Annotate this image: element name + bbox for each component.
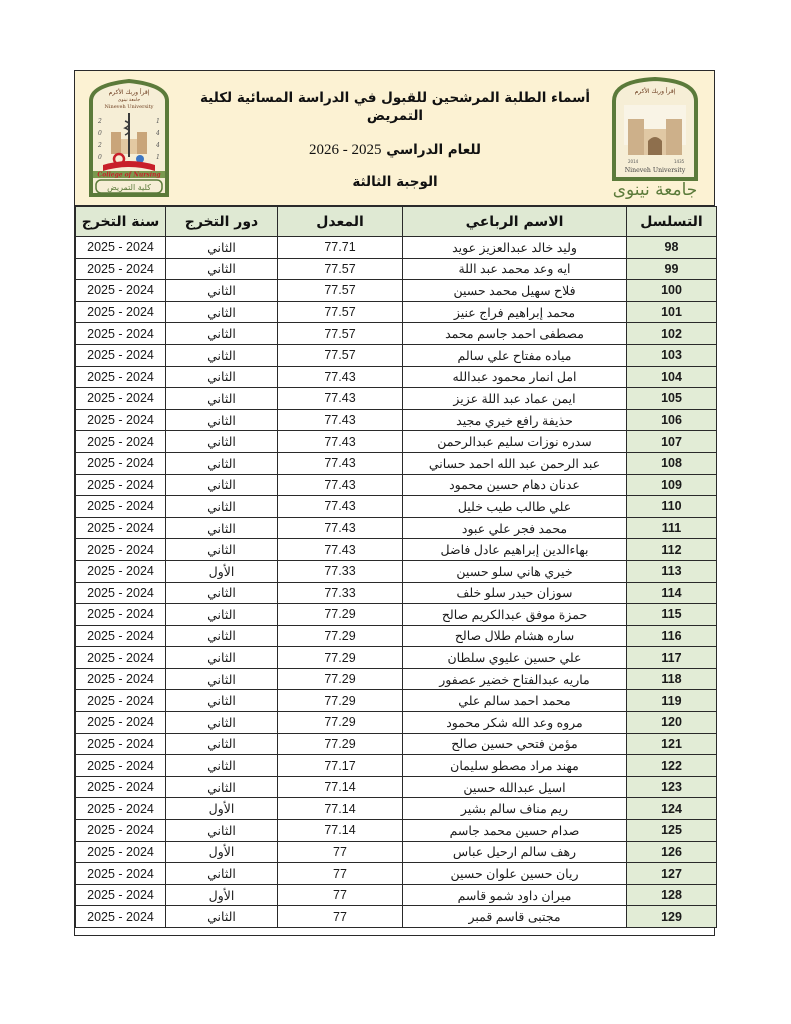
cell-name: صدام حسين محمد جاسم bbox=[403, 820, 627, 842]
candidates-table bbox=[75, 206, 717, 928]
table-row bbox=[76, 604, 717, 626]
table-row bbox=[76, 755, 717, 777]
cell-serial: 112 bbox=[627, 539, 717, 561]
cell-serial: 101 bbox=[627, 301, 717, 323]
header-banner bbox=[75, 71, 714, 206]
cell-name: امل انمار محمود عبدالله bbox=[403, 366, 627, 388]
table-row bbox=[76, 323, 717, 345]
cell-year: 2025 - 2024 bbox=[76, 884, 166, 906]
cell-name: حذيفة رافع خيري مجيد bbox=[403, 409, 627, 431]
table-row bbox=[76, 344, 717, 366]
cell-gpa: 77.43 bbox=[278, 388, 403, 410]
cell-round: الثاني bbox=[166, 258, 278, 280]
cell-serial: 115 bbox=[627, 604, 717, 626]
cell-serial: 129 bbox=[627, 906, 717, 928]
table-row bbox=[76, 647, 717, 669]
cell-serial: 110 bbox=[627, 496, 717, 518]
cell-name: مهند مراد مصطو سليمان bbox=[403, 755, 627, 777]
cell-round: الثاني bbox=[166, 301, 278, 323]
cell-gpa: 77 bbox=[278, 863, 403, 885]
cell-year: 2025 - 2024 bbox=[76, 712, 166, 734]
cell-round: الثاني bbox=[166, 776, 278, 798]
cell-round: الثاني bbox=[166, 906, 278, 928]
academic-year-value: 2025 - 2026 bbox=[309, 142, 382, 158]
cell-round: الثاني bbox=[166, 582, 278, 604]
university-gate-icon bbox=[602, 75, 708, 201]
table-row bbox=[76, 496, 717, 518]
table-row bbox=[76, 863, 717, 885]
table-body bbox=[76, 237, 717, 928]
cell-year: 2025 - 2024 bbox=[76, 755, 166, 777]
cell-serial: 123 bbox=[627, 776, 717, 798]
table-row bbox=[76, 733, 717, 755]
table-row bbox=[76, 884, 717, 906]
document-title: أسماء الطلبة المرشحين للقبول في الدراسة المسائية لكلية التمريض bbox=[200, 90, 590, 124]
cell-year: 2025 - 2024 bbox=[76, 647, 166, 669]
table-row bbox=[76, 560, 717, 582]
cell-year: 2025 - 2024 bbox=[76, 258, 166, 280]
table-row bbox=[76, 474, 717, 496]
cell-name: سوزان حيدر سلو خلف bbox=[403, 582, 627, 604]
cell-round: الثاني bbox=[166, 690, 278, 712]
batch-label: الوجبة الثالثة bbox=[352, 174, 438, 190]
document-title-block bbox=[195, 89, 595, 191]
cell-round: الثاني bbox=[166, 539, 278, 561]
cell-serial: 124 bbox=[627, 798, 717, 820]
cell-serial: 108 bbox=[627, 452, 717, 474]
cell-year: 2025 - 2024 bbox=[76, 668, 166, 690]
cell-gpa: 77.33 bbox=[278, 560, 403, 582]
cell-year: 2025 - 2024 bbox=[76, 539, 166, 561]
academic-year-line bbox=[195, 141, 595, 159]
table-row bbox=[76, 517, 717, 539]
cell-name: حمزة موفق عبدالكريم صالح bbox=[403, 604, 627, 626]
cell-gpa: 77.29 bbox=[278, 647, 403, 669]
cell-year: 2025 - 2024 bbox=[76, 517, 166, 539]
cell-round: الثاني bbox=[166, 625, 278, 647]
cell-serial: 125 bbox=[627, 820, 717, 842]
table-row bbox=[76, 388, 717, 410]
cell-serial: 113 bbox=[627, 560, 717, 582]
cell-serial: 118 bbox=[627, 668, 717, 690]
cell-round: الثاني bbox=[166, 733, 278, 755]
table-row bbox=[76, 690, 717, 712]
cell-name: رهف سالم ارحيل عباس bbox=[403, 841, 627, 863]
cell-round: الثاني bbox=[166, 280, 278, 302]
cell-round: الأول bbox=[166, 884, 278, 906]
cell-name: محمد فجر علي عبود bbox=[403, 517, 627, 539]
cell-serial: 116 bbox=[627, 625, 717, 647]
table-row bbox=[76, 431, 717, 453]
logo-motto: إقرأ وربك الأكرم bbox=[108, 89, 150, 96]
cell-gpa: 77.43 bbox=[278, 452, 403, 474]
table-row bbox=[76, 798, 717, 820]
cell-name: مجتبى قاسم قمبر bbox=[403, 906, 627, 928]
cell-round: الثاني bbox=[166, 863, 278, 885]
cell-gpa: 77.57 bbox=[278, 301, 403, 323]
cell-year: 2025 - 2024 bbox=[76, 388, 166, 410]
document-sheet bbox=[74, 70, 715, 936]
cell-name: عدنان دهام حسين محمود bbox=[403, 474, 627, 496]
cell-name: مروه وعد الله شكر محمود bbox=[403, 712, 627, 734]
cell-round: الثاني bbox=[166, 431, 278, 453]
cell-gpa: 77.14 bbox=[278, 820, 403, 842]
table-row bbox=[76, 280, 717, 302]
cell-gpa: 77 bbox=[278, 841, 403, 863]
cell-serial: 105 bbox=[627, 388, 717, 410]
cell-round: الثاني bbox=[166, 517, 278, 539]
cell-serial: 121 bbox=[627, 733, 717, 755]
svg-text:1: 1 bbox=[156, 118, 160, 125]
cell-gpa: 77.14 bbox=[278, 798, 403, 820]
cell-gpa: 77.29 bbox=[278, 625, 403, 647]
cell-year: 2025 - 2024 bbox=[76, 280, 166, 302]
cell-gpa: 77.57 bbox=[278, 323, 403, 345]
cell-name: ميران داود شمو قاسم bbox=[403, 884, 627, 906]
cell-name: فلاح سهيل محمد حسين bbox=[403, 280, 627, 302]
cell-serial: 128 bbox=[627, 884, 717, 906]
logo-university-ar: جامعة نينوى bbox=[612, 180, 698, 200]
cell-gpa: 77.29 bbox=[278, 668, 403, 690]
nursing-emblem-icon bbox=[85, 77, 173, 199]
cell-round: الثاني bbox=[166, 323, 278, 345]
cell-gpa: 77.29 bbox=[278, 712, 403, 734]
cell-name: ايمن عماد عبد اللة عزيز bbox=[403, 388, 627, 410]
logo-year-right: 1435 bbox=[674, 159, 685, 164]
cell-gpa: 77.43 bbox=[278, 409, 403, 431]
column-header-serial: التسلسل bbox=[627, 207, 717, 237]
cell-name: علي طالب طيب خليل bbox=[403, 496, 627, 518]
cell-gpa: 77.43 bbox=[278, 539, 403, 561]
cell-round: الثاني bbox=[166, 344, 278, 366]
cell-serial: 127 bbox=[627, 863, 717, 885]
table-row bbox=[76, 668, 717, 690]
cell-serial: 100 bbox=[627, 280, 717, 302]
cell-serial: 107 bbox=[627, 431, 717, 453]
cell-round: الثاني bbox=[166, 366, 278, 388]
cell-round: الأول bbox=[166, 560, 278, 582]
cell-round: الثاني bbox=[166, 452, 278, 474]
column-header-name: الاسم الرباعي bbox=[403, 207, 627, 237]
cell-year: 2025 - 2024 bbox=[76, 798, 166, 820]
table-row bbox=[76, 539, 717, 561]
cell-name: سدره نوزات سليم عبدالرحمن bbox=[403, 431, 627, 453]
logo-college-ar: كلية التمريض bbox=[107, 183, 151, 192]
cell-round: الأول bbox=[166, 841, 278, 863]
cell-gpa: 77 bbox=[278, 906, 403, 928]
cell-year: 2025 - 2024 bbox=[76, 409, 166, 431]
cell-serial: 109 bbox=[627, 474, 717, 496]
cell-serial: 99 bbox=[627, 258, 717, 280]
logo-university-en: Nineveh University bbox=[624, 167, 686, 174]
column-header-year: سنة التخرج bbox=[76, 207, 166, 237]
cell-serial: 102 bbox=[627, 323, 717, 345]
cell-gpa: 77.33 bbox=[278, 582, 403, 604]
cell-serial: 114 bbox=[627, 582, 717, 604]
cell-name: ماريه عبدالفتاح خضير عصفور bbox=[403, 668, 627, 690]
cell-name: خيري هاني سلو حسين bbox=[403, 560, 627, 582]
cell-round: الثاني bbox=[166, 474, 278, 496]
cell-year: 2025 - 2024 bbox=[76, 776, 166, 798]
cell-serial: 126 bbox=[627, 841, 717, 863]
cell-year: 2025 - 2024 bbox=[76, 366, 166, 388]
svg-text:4: 4 bbox=[156, 130, 160, 137]
logo-college-en: College of Nursing bbox=[97, 171, 161, 179]
cell-round: الثاني bbox=[166, 237, 278, 259]
academic-year-label: للعام الدراسي bbox=[386, 142, 481, 158]
table-row bbox=[76, 301, 717, 323]
table-row bbox=[76, 906, 717, 928]
college-of-nursing-logo bbox=[85, 77, 173, 199]
cell-serial: 117 bbox=[627, 647, 717, 669]
cell-gpa: 77.57 bbox=[278, 280, 403, 302]
cell-gpa: 77.29 bbox=[278, 690, 403, 712]
cell-name: اسيل عبدالله حسين bbox=[403, 776, 627, 798]
cell-round: الثاني bbox=[166, 409, 278, 431]
cell-gpa: 77.57 bbox=[278, 258, 403, 280]
cell-gpa: 77.43 bbox=[278, 431, 403, 453]
table-row bbox=[76, 258, 717, 280]
cell-gpa: 77.43 bbox=[278, 366, 403, 388]
cell-serial: 104 bbox=[627, 366, 717, 388]
cell-gpa: 77.43 bbox=[278, 517, 403, 539]
cell-serial: 98 bbox=[627, 237, 717, 259]
logo-university-en: Nineveh University bbox=[104, 104, 154, 110]
cell-year: 2025 - 2024 bbox=[76, 344, 166, 366]
table-row bbox=[76, 625, 717, 647]
cell-year: 2025 - 2024 bbox=[76, 820, 166, 842]
cell-round: الثاني bbox=[166, 647, 278, 669]
cell-year: 2025 - 2024 bbox=[76, 237, 166, 259]
cell-round: الأول bbox=[166, 798, 278, 820]
cell-round: الثاني bbox=[166, 755, 278, 777]
table-row bbox=[76, 712, 717, 734]
table-row bbox=[76, 409, 717, 431]
cell-year: 2025 - 2024 bbox=[76, 690, 166, 712]
table-row bbox=[76, 776, 717, 798]
logo-year-left: 2014 bbox=[628, 159, 639, 164]
cell-round: الثاني bbox=[166, 820, 278, 842]
cell-gpa: 77.57 bbox=[278, 344, 403, 366]
cell-serial: 120 bbox=[627, 712, 717, 734]
cell-gpa: 77.71 bbox=[278, 237, 403, 259]
cell-gpa: 77.29 bbox=[278, 733, 403, 755]
cell-name: ساره هشام طلال صالح bbox=[403, 625, 627, 647]
cell-year: 2025 - 2024 bbox=[76, 582, 166, 604]
cell-round: الثاني bbox=[166, 668, 278, 690]
cell-gpa: 77.17 bbox=[278, 755, 403, 777]
cell-year: 2025 - 2024 bbox=[76, 323, 166, 345]
svg-text:1: 1 bbox=[156, 154, 160, 161]
cell-year: 2025 - 2024 bbox=[76, 496, 166, 518]
cell-serial: 111 bbox=[627, 517, 717, 539]
cell-name: بهاءالدين إبراهيم عادل فاضل bbox=[403, 539, 627, 561]
cell-name: مياده مفتاح علي سالم bbox=[403, 344, 627, 366]
logo-subtitle: جامعة نينوى bbox=[117, 98, 141, 103]
cell-year: 2025 - 2024 bbox=[76, 733, 166, 755]
cell-name: مصطفى احمد جاسم محمد bbox=[403, 323, 627, 345]
table-row bbox=[76, 841, 717, 863]
cell-name: عبد الرحمن عبد الله احمد حساني bbox=[403, 452, 627, 474]
cell-year: 2025 - 2024 bbox=[76, 474, 166, 496]
cell-name: مؤمن فتحي حسين صالح bbox=[403, 733, 627, 755]
cell-round: الثاني bbox=[166, 388, 278, 410]
cell-year: 2025 - 2024 bbox=[76, 625, 166, 647]
table-row bbox=[76, 237, 717, 259]
table-row bbox=[76, 820, 717, 842]
cell-name: محمد احمد سالم علي bbox=[403, 690, 627, 712]
cell-round: الثاني bbox=[166, 496, 278, 518]
nineveh-university-logo bbox=[602, 75, 708, 201]
cell-serial: 106 bbox=[627, 409, 717, 431]
cell-year: 2025 - 2024 bbox=[76, 841, 166, 863]
cell-serial: 122 bbox=[627, 755, 717, 777]
cell-year: 2025 - 2024 bbox=[76, 452, 166, 474]
cell-gpa: 77.43 bbox=[278, 496, 403, 518]
column-header-gpa: المعدل bbox=[278, 207, 403, 237]
cell-round: الثاني bbox=[166, 712, 278, 734]
svg-text:0: 0 bbox=[98, 154, 102, 161]
table-row bbox=[76, 582, 717, 604]
cell-year: 2025 - 2024 bbox=[76, 863, 166, 885]
cell-serial: 119 bbox=[627, 690, 717, 712]
cell-name: محمد إبراهيم فراج عنيز bbox=[403, 301, 627, 323]
column-header-round: دور التخرج bbox=[166, 207, 278, 237]
cell-name: ريان حسين علوان حسين bbox=[403, 863, 627, 885]
table-row bbox=[76, 366, 717, 388]
cell-gpa: 77.14 bbox=[278, 776, 403, 798]
logo-motto: إقرأ وربك الأكرم bbox=[634, 88, 676, 95]
cell-name: ايه وعد محمد عبد اللة bbox=[403, 258, 627, 280]
cell-year: 2025 - 2024 bbox=[76, 906, 166, 928]
cell-gpa: 77.29 bbox=[278, 604, 403, 626]
cell-year: 2025 - 2024 bbox=[76, 560, 166, 582]
cell-name: ريم مناف سالم بشير bbox=[403, 798, 627, 820]
svg-text:2: 2 bbox=[98, 118, 102, 125]
table-row bbox=[76, 452, 717, 474]
cell-gpa: 77 bbox=[278, 884, 403, 906]
cell-name: وليد خالد عبدالعزيز عويد bbox=[403, 237, 627, 259]
cell-year: 2025 - 2024 bbox=[76, 604, 166, 626]
cell-gpa: 77.43 bbox=[278, 474, 403, 496]
cell-name: علي حسين عليوي سلطان bbox=[403, 647, 627, 669]
cell-year: 2025 - 2024 bbox=[76, 301, 166, 323]
svg-text:0: 0 bbox=[98, 130, 102, 137]
cell-year: 2025 - 2024 bbox=[76, 431, 166, 453]
cell-round: الثاني bbox=[166, 604, 278, 626]
cell-serial: 103 bbox=[627, 344, 717, 366]
table-header-row bbox=[76, 207, 717, 237]
svg-text:4: 4 bbox=[156, 142, 160, 149]
svg-text:2: 2 bbox=[98, 142, 102, 149]
